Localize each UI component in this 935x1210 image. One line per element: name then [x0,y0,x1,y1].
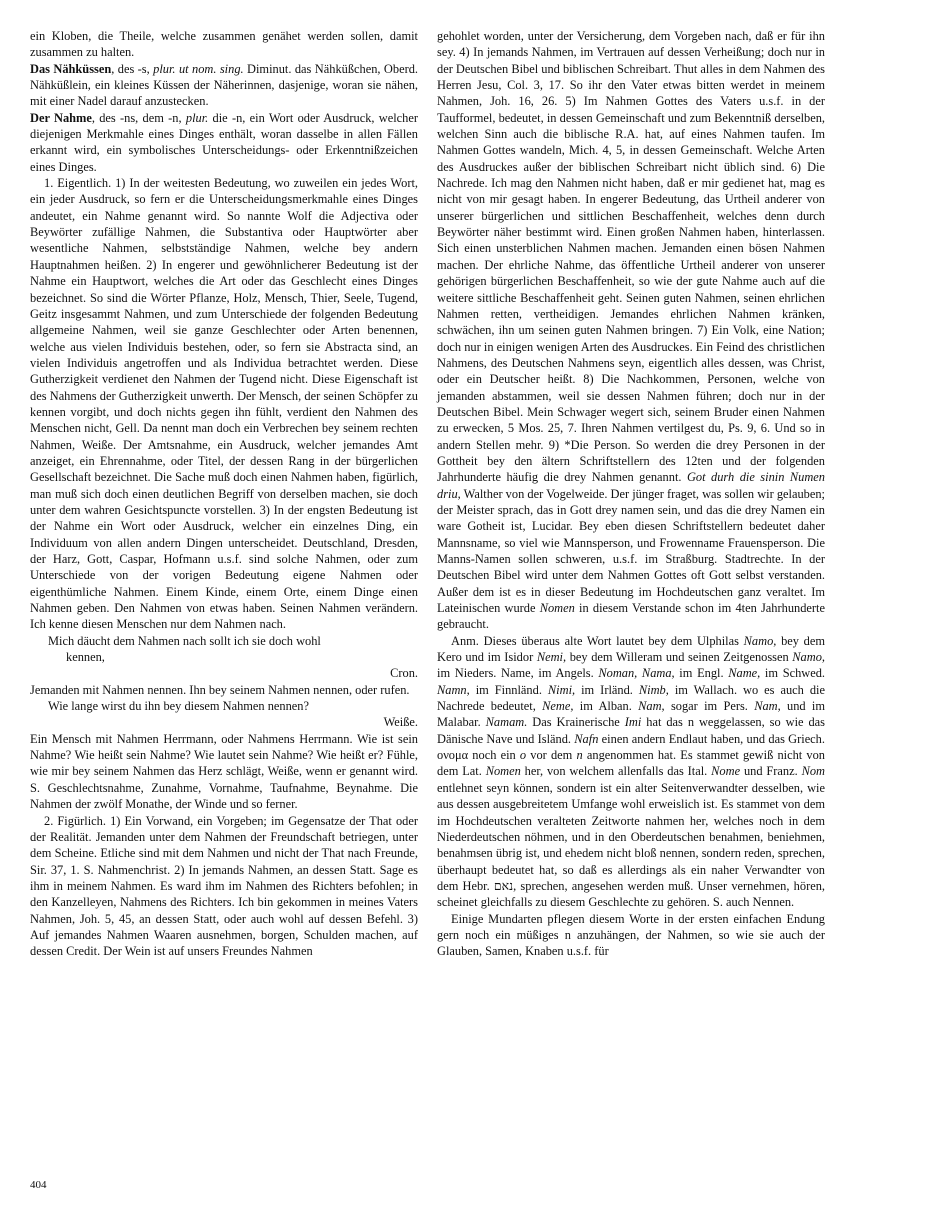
paragraph-text: Walther von der Vogelweide. Der jünger fraget, was sollen wir gelauben; der Meister sprach, das in Gott drey namen sein, und das die drey Namen ein ware Gotheit ist, Lucidar. Bey eben diesen Schriftstellern bedeutet daher Mannsname, so viel wie Mannsperson, und Frowenname Frauensperson. Die Manns-Namen sollen schweren, u.s.f. im Straßburg. Stadtrechte. In der Deutschen Bibel wird unter dem Nahmen Gottes oft Gott selbst verstanden. Außer dem ist es in dieser Bedeutung im Hochdeutschen ganz veraltet. Im Lateinischen wurde [437,486,825,616]
text-paragraph [437,28,825,633]
annotation-text: im Wallach. wo es auch die Nachrede bedeutet, [437,682,826,714]
annotation-text: bey dem Kero und im Isidor [437,633,825,665]
annotation-text: im Finnländ. [469,682,548,697]
entry-italic: plur. ut nom. sing. [153,61,244,76]
annotation-italic: Namam. [485,715,528,730]
entry-text: , des -ns, dem -n, [91,110,186,125]
annotation-text: hat das n weggelassen, so wie das Dänische Nave und Isländ. [437,715,825,746]
annotation-text: im Irländ. [575,682,639,697]
annotation-text: und Franz. [740,764,802,779]
dictionary-entry-naehkuessen [30,61,418,110]
paragraph-text: gehohlet worden, unter der Versicherung, dem Vorgeben nach, daß er für ihn sey. 4) In jemands Nahmen, im Vertrauen auf dessen Verheißung; doch nur in der Deutschen Bibel und biblischen Schreibart. Thut alles in dem Nahmen des Herren Jesu, Col. 3, 17. So ihr den Vater etwas bitten werdet in meinem Nahmen, Joh. 16, 26. 5) Im Nahmen Gottes des Vaters u.s.f. in der Taufformel, bedeutet, in dessen Gemeinschaft und zum Bekenntniß derselben, welchen Sinn auch die biblische R.A. hat, auf eines Nahmen taufen. Im Nahmen Gottes wandeln, Mich. 4, 5, in dessen Gemeinschaft. Welche Arten des Ausdruckes außer der biblischen Schreibart nicht üblich sind. 6) Die Nachrede. Ich mag den Nahmen nicht haben, daß er mir gedienet hat, mag es nicht von mir gesagt haben. In engerer Bedeutung, das Urtheil anderer von unserer bürgerlichen und sittlichen Beschaffenheit, welches denn durch Beywörter näher bestimmt wird. Einen großen Nahmen haben, hinterlassen. Sich einen unsterblichen Nahmen machen. Jemanden einen bösen Nahmen machen. Der ehrliche Nahme, das öffentliche Urtheil anderer von unserer gehörigen bürgerlichen Beschaffenheit, so wie der gute Nahme auch auf die weitere sittliche Beschaffenheit geht. Seinen guten Nahmen, seinen ehrlichen Nahmen retten, vertheidigen. Jemandes ehrlichen Nahmen kränken, schwächen, ihn um seinen guten Nahmen bringen. 7) Ein Volk, eine Nation; doch nur in einigen wenigen Arten des Ausdruckes. Ein Feind des christlichen Nahmens, des Deutschen Nahmens seyn, eigentlich alles dessen, was Christ, oder ein Deutscher heißt. 8) Die Nachkommen, Personen, welche von jemanden abstammen, weil sie dessen Nahmen führen; doch nur in der Deutschen Bibel. Mein Schwager wegert sich, seinem Bruder einen Nahmen zu erwecken, 5 Mos. 25, 7. Ihren Nahmen vertilgest du, Ps. 9, 6. Und so in andern Stellen mehr. 9) *Die Person. So werden die drey Personen in der Gottheit bey den ältern Schriftstellern des 12ten und der folgenden Jahrhunderte häufig die drey Nahmen genannt. [437,29,825,485]
text-paragraph: Ein Mensch mit Nahmen Herrmann, oder Nahmens Herrmann. Wie ist sein Nahme? Wie heißt sein Nahme? Wie lautet sein Nahme? Wie heißt er? Fühle, wie mir bey seinem Nahmen das Herz schlägt, Weiße, wenn er genannt wird. S. Geschlechtsnahme, Zunahme, Vornahme, Taufnahme, Beynahme. Die Nahmen der zwölf Monathe, der Winde und so ferner. [30,731,418,812]
verse-quote: Wie lange wirst du ihn bey diesem Nahmen nennen? [48,699,310,714]
annotation-text: entlehnet seyn können, sondern ist ein alter Seitenverwandter desselben, wie aus dessen ausgebreitetem Umfange wohl erweislich ist. Es stammet von dem im Hochdeutschen veralteten Zeitworte nahmen her, welches noch in dem Niederdeutschen nöhmen, und in den Oberdeutschen benahmen, beniehmen, benahmsen übrig ist, und ehedem nicht bloß nennen, sondern reden, sprechen, überhaupt bedeutet hat, so daß es allerdings als ein naher Verwandter von dem Hebr. נאם, sprechen, angesehen werden muß. Unser vernehmen, hören, scheinet gleichfalls zu diesem Geschlechte zu gehören. S. auch Nennen. [437,780,825,910]
right-column [437,28,825,960]
text-paragraph: ein Kloben, die Theile, welche zusammen genähet werden sollen, damit zusammen zu halten. [30,29,418,60]
annotation-italic: Nam, [754,699,781,714]
paragraph-italic: Got durh die sinin Numen driu, [437,470,825,501]
annotation-italic: n [576,748,583,763]
annotation-italic: Nimb, [638,682,669,697]
entry-italic: plur. [185,110,209,125]
annotation-italic: Nafn [574,731,599,746]
entry-headword: Der Nahme [30,110,92,125]
paragraph-text: in diesem Verstande schon im 4ten Jahrhunderte gebraucht. [437,601,825,632]
annotation-text: im Nieders. Name, im Angels. [437,666,599,681]
text-paragraph: 1. Eigentlich. 1) In der weitesten Bedeutung, wo zuweilen ein jedes Wort, ein jeder Ausdruck, so fern er die Unterscheidungsmerkmahle eines Dinges andeutet, ein Nahme genannt wird. So nannte Wolf die Adjectiva oder Beywörter zufällige Nahmen, die Substantiva oder Hauptwörter aber wesentliche Nahmen, selbstständige Nahmen, welche bey andern Hauptnahmen heißen. 2) In engerer und gewöhnlicherer Bedeutung ist der Nahme ein Hauptwort, welches die Art oder das Geschlecht eines Dinges bezeichnet. So sind die Wörter Pflanze, Holz, Mensch, Thier, Seele, Tugend, Geitz insgesammt Nahmen, und zum Unterschiede der folgenden Bedeutung allgemeine Nahmen, weil sie ganze Geschlechter oder Arten benennen, welche aus vielen Individuis bestehen, oder, so fern sie Abstracta sind, an vielen Individuis angetroffen und als Individua betrachtet werden. Diese Gutherzigkeit verdienet den Nahmen der Tugend nicht. Diese Eigenschaft ist des Nahmens der Gutherzigkeit unwerth. Der Mensch, der seinen Schöpfer zu kennen vorgibt, und doch nichts gegen ihn fühlt, verdient den Nahmen des Menschen nicht, Gell. Da nennt man doch ein Verbrechen bey seinem rechten Nahmen, Weiße. Der Amtsnahme, ein Ausdruck, welcher jemandes Amt anzeiget, ein Ehrennahme, oder Titel, der dessen Rang in der bürgerlichen Gesellschaft bezeichnet. Die Sache muß doch einen Nahmen haben, figürlich, man muß sich doch einen deutlichen Begriff von derselben machen, sie doch unter dem wahren Gesichtspuncte vorstellen. 3) In der engsten Bedeutung ist der Nahme ein Wort oder Ausdruck, welcher ein einzelnes Ding, ein Individuum von allen andern Dingen unterscheidet. Deutschland, Dresden, der Harz, Gott, Caspar, Hofmann u.s.f. sind solche Nahmen, oder zum Unterschiede von der vorigen Bedeutung eigene Nahmen oder eigenthümliche Nahmen. Einem Kinde, einem Orte, einem Dinge einen Nahmen geben. Den Nahmen von etwas haben. Seinen Nahmen verändern. Ich kenne diesen Menschen nur dem Nahmen nach. [30,176,418,632]
annotation-italic: o [519,748,527,763]
annotation-italic: Nomen [485,764,521,779]
text-paragraph: Einige Mundarten pflegen diesem Worte in der ersten einfachen Endung gern noch ein müßiges n anzuhängen, der Nahmen, so wie sie auch der Glauben, Samen, Knaben u.s.f. für [437,911,825,959]
paragraph-italic: Nomen [539,601,575,616]
entry-text: Diminut. das Nähküßchen, Oberd. Nähküßlein, ein kleines Küssen der Näherinnen, dasjenige, woran sie nähen, mit einer Nadel darauf anzustecken. [30,61,418,109]
annotation-text: her, von welchem allenfalls das Ital. [520,764,712,779]
annotation-text: vor dem [526,748,577,763]
annotation-italic: Nom [801,764,826,779]
annotation-italic: Nemi, [536,650,567,665]
annotation-text: und im Malabar. [437,699,825,730]
page-number: 404 [30,1179,47,1191]
annotation-text: bey dem Willeram und seinen Zeitgenossen [566,650,793,665]
annotation-text: im Schwed. [760,666,826,681]
text-paragraph: 2. Figürlich. 1) Ein Vorwand, ein Vorgeben; im Gegensatze der That oder der Realität. Jemanden unter dem Nahmen der Freundschaft betriegen, unter dem Scheine. Etliche sind mit dem Nahmen und nicht der That nach Freunde, Sir. 37, 1. S. Nahmenchrist. 2) In jemands Nahmen, an dessen Statt. Sage es ihm in meinem Nahmen. Es ward ihm im Nahmen des Richters befohlen; in den Kanzelleyen, Nahmens des Richters. Ich bin gekommen in meines Vaters Nahmen, Joh. 5, 45, an dessen Statt, oder auch wohl auf dessen Befehl. 3) Auf jemandes Nahmen Waaren ausnehmen, borgen, Schulden machen, auf dessen Credit. Der Wein ist auf unsers Freundes Nahmen [30,813,418,959]
annotation-italic: Neme, [542,699,574,714]
annotation-text: Anm. Dieses überaus alte Wort lautet bey dem Ulphilas [451,633,744,648]
annotation-paragraph [437,633,825,911]
annotation-italic: Namo, [792,650,825,665]
verse-quote: Mich däucht dem Nahmen nach sollt ich sie doch wohl [48,633,321,648]
annotation-text: angenommen hat. Es stammet gewiß nicht von dem Lat. [437,748,825,779]
entry-text: die -n, ein Wort oder Ausdruck, welcher diejenigen Merkmahle eines Dinges enthält, woran dasselbe in allen Fällen erkannt wird, ein symbolisches Unterscheidungs- oder Erkenntnißzeichen eines Dinges. [30,110,418,174]
annotation-italic: Imi [624,715,642,730]
dictionary-entry-nahme [30,110,418,175]
annotation-text: im Alban. [573,699,639,714]
quote-source: Weiße. [383,715,418,730]
annotation-italic: Nome [711,764,741,779]
annotation-italic: Nam, [638,699,665,714]
annotation-text: Das Krainerische [527,715,625,730]
entry-text: , des -s, [111,61,154,76]
left-column [30,28,418,960]
annotation-italic: Namo, [743,633,777,648]
entry-headword: Das Nähküssen [30,61,112,76]
annotation-text: sogar im Pers. [664,699,755,714]
annotation-italic: Name, [728,666,761,681]
annotation-italic: Nimi, [547,682,576,697]
annotation-italic: Noman, Nama, [598,666,675,681]
annotation-text: im Engl. [674,666,729,681]
verse-continuation: kennen, [66,650,105,665]
text-paragraph: Jemanden mit Nahmen nennen. Ihn bey seinem Nahmen nennen, oder rufen. [30,682,410,697]
annotation-text: einen andern Endlaut haben, und das Griech. ονομα noch ein [437,731,825,763]
annotation-italic: Namn, [437,682,470,697]
quote-source: Cron. [390,666,418,681]
